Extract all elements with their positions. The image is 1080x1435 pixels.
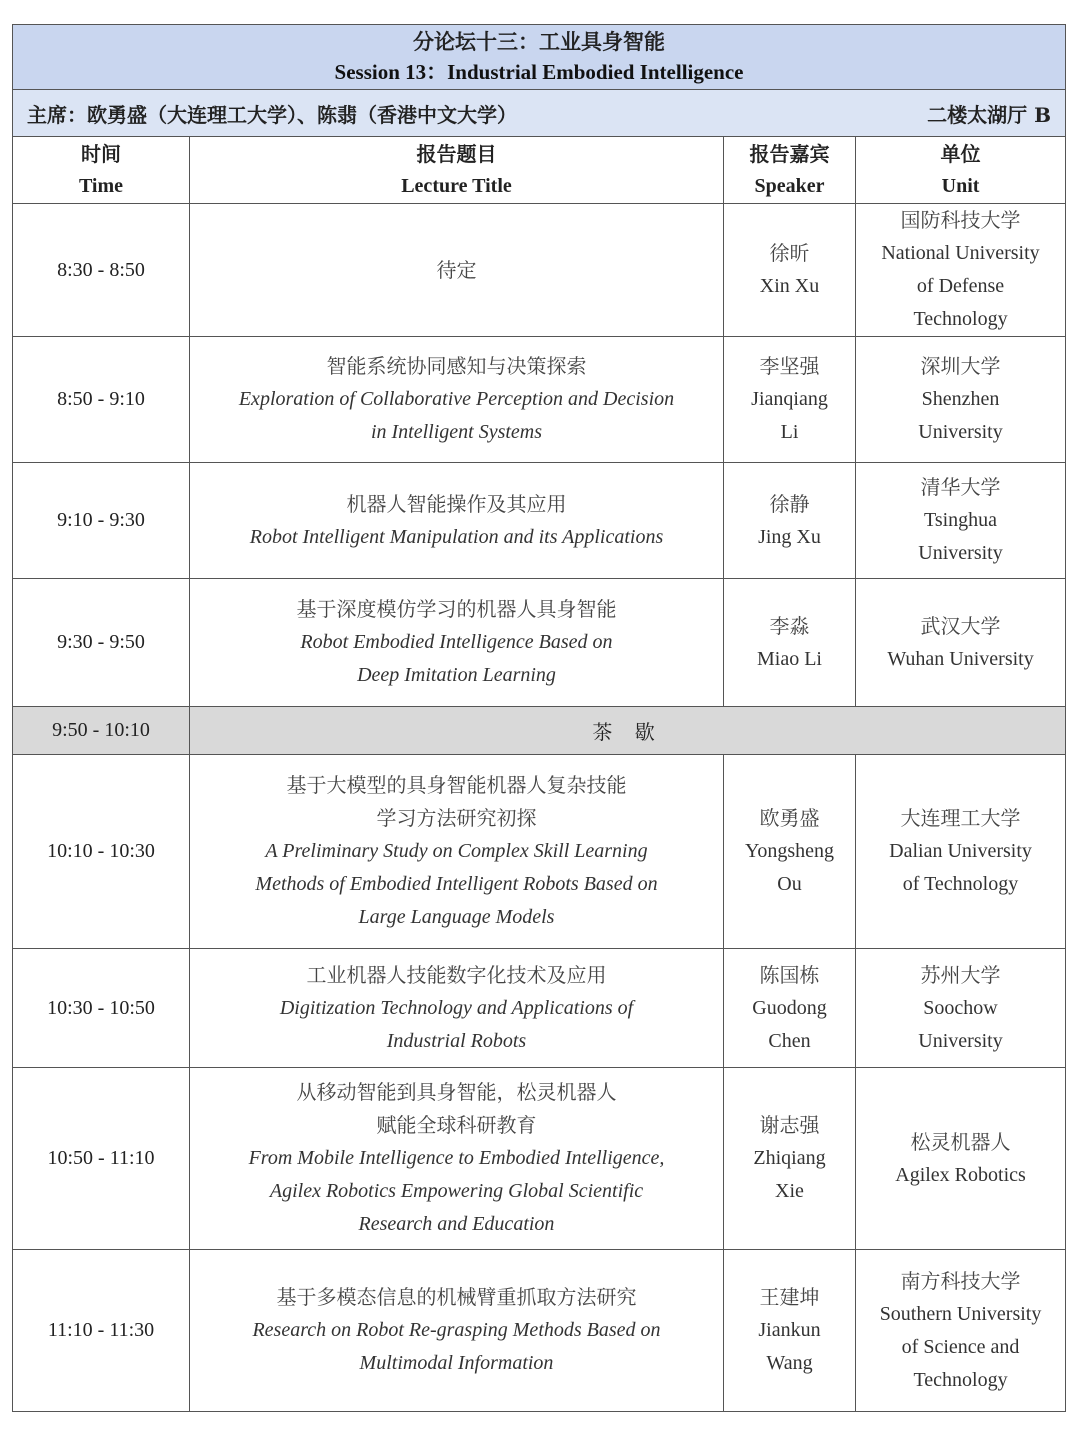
tea-break-time: 9:50 - 10:10 — [52, 719, 150, 741]
time-slot: 9:10 - 9:30 — [57, 509, 145, 531]
unit-name-zh: 武汉大学 — [920, 613, 1001, 638]
unit-cell — [856, 1068, 1066, 1250]
time-slot: 10:50 - 11:10 — [47, 1147, 155, 1169]
unit-name-en: Technology — [913, 1368, 1008, 1391]
speaker-cell — [724, 755, 856, 949]
lecture-title-en: Methods of Embodied Intelligent Robots Based on — [255, 873, 658, 895]
schedule-row — [13, 1068, 1066, 1250]
unit-name-zh: 大连理工大学 — [900, 806, 1021, 830]
session-title-zh: 分论坛十三：工业具身智能 — [413, 29, 666, 54]
session-chair-row — [13, 90, 1066, 137]
unit-cell — [856, 1250, 1066, 1412]
speaker-name-en: Jing Xu — [758, 525, 821, 548]
unit-name-zh: 苏州大学 — [920, 962, 1001, 987]
time-cell — [13, 337, 190, 463]
session-chair: 主席：欧勇盛（大连理工大学）、陈翡（香港中文大学） — [27, 102, 517, 127]
unit-name-en: Agilex Robotics — [895, 1163, 1026, 1186]
speaker-name-en: Yongsheng — [744, 840, 835, 862]
unit-cell — [856, 463, 1066, 579]
lecture-title-zh: 基于大模型的具身智能机器人复杂技能 — [286, 773, 627, 797]
header-time-en: Time — [78, 175, 124, 197]
unit-name-en: University — [918, 421, 1003, 443]
unit-name-en: Southern University — [879, 1302, 1042, 1325]
time-slot: 8:30 - 8:50 — [57, 258, 145, 281]
speaker-cell — [724, 1068, 856, 1250]
unit-name-en: Tsinghua — [924, 509, 998, 531]
unit-cell — [856, 337, 1066, 463]
header-speaker-zh: 报告嘉宾 — [749, 142, 830, 166]
unit-name-en: of Technology — [902, 873, 1019, 895]
speaker-name-en: Jiankun — [758, 1319, 821, 1341]
speaker-name-en: Jianqiang — [751, 388, 828, 410]
unit-cell — [856, 755, 1066, 949]
speaker-name-en: Xin Xu — [759, 275, 820, 297]
unit-name-en: Dalian University — [889, 840, 1032, 862]
speaker-name-en: Wang — [766, 1352, 813, 1374]
header-speaker-en: Speaker — [754, 175, 825, 197]
lecture-title-en: Robot Intelligent Manipulation and its Applications — [249, 525, 664, 548]
lecture-title-en: Deep Imitation Learning — [357, 664, 556, 686]
speaker-cell — [724, 337, 856, 463]
speaker-name-zh: 陈国栋 — [759, 962, 820, 987]
lecture-title-zh: 机器人智能操作及其应用 — [346, 491, 567, 516]
lecture-title-en: in Intelligent Systems — [370, 421, 543, 443]
header-time — [13, 137, 190, 204]
speaker-cell — [724, 579, 856, 707]
schedule-row — [13, 755, 1066, 949]
speaker-name-en: Miao Li — [757, 647, 822, 670]
time-slot: 11:10 - 11:30 — [47, 1319, 155, 1341]
unit-name-en: of Science and — [901, 1335, 1020, 1358]
tea-break-label-cell — [190, 707, 1066, 755]
lecture-title-cell — [190, 1250, 724, 1412]
session-chair-cell — [13, 90, 1066, 137]
speaker-name-zh: 谢志强 — [759, 1113, 820, 1137]
header-unit-zh: 单位 — [940, 142, 981, 166]
speaker-name-zh: 欧勇盛 — [759, 806, 820, 830]
speaker-name-en: Zhiqiang — [753, 1147, 826, 1169]
time-cell — [13, 949, 190, 1068]
unit-name-zh: 深圳大学 — [920, 354, 1001, 378]
unit-cell — [856, 949, 1066, 1068]
lecture-title-en: A Preliminary Study on Complex Skill Learning — [265, 840, 648, 862]
schedule-row — [13, 204, 1066, 337]
session-title-cell — [13, 25, 1066, 90]
lecture-title-cell — [190, 755, 724, 949]
speaker-cell — [724, 949, 856, 1068]
speaker-name-en: Guodong — [752, 996, 827, 1019]
unit-name-en: Technology — [913, 308, 1008, 330]
header-time-zh: 时间 — [81, 142, 121, 166]
unit-name-zh: 南方科技大学 — [900, 1268, 1021, 1293]
speaker-cell — [724, 204, 856, 337]
schedule-row — [13, 949, 1066, 1068]
lecture-title-zh: 智能系统协同感知与决策探索 — [326, 354, 587, 378]
speaker-name-en: Chen — [768, 1029, 811, 1052]
time-cell — [13, 1068, 190, 1250]
lecture-title-en: Multimodal Information — [359, 1352, 554, 1374]
time-cell — [13, 755, 190, 949]
schedule-row — [13, 1250, 1066, 1412]
time-slot: 10:10 - 10:30 — [47, 840, 155, 862]
lecture-title-cell — [190, 949, 724, 1068]
unit-name-en: University — [918, 542, 1003, 564]
header-unit — [856, 137, 1066, 204]
session-title-row — [13, 25, 1066, 90]
unit-name-zh: 国防科技大学 — [900, 208, 1021, 232]
speaker-name-en: Li — [780, 421, 799, 443]
tea-break-row — [13, 707, 1066, 755]
time-slot: 10:30 - 10:50 — [47, 996, 155, 1019]
time-cell — [13, 463, 190, 579]
lecture-title-en: From Mobile Intelligence to Embodied Intelligence, — [248, 1147, 665, 1169]
schedule-row — [13, 463, 1066, 579]
speaker-name-zh: 王建坤 — [759, 1285, 820, 1309]
header-title-zh: 报告题目 — [416, 142, 497, 166]
speaker-cell — [724, 1250, 856, 1412]
speaker-cell — [724, 463, 856, 579]
tea-break-label: 茶 歇 — [592, 720, 663, 744]
unit-name-zh: 清华大学 — [920, 475, 1001, 499]
lecture-title-zh: 从移动智能到具身智能，松灵机器人 — [296, 1080, 617, 1104]
lecture-title-cell — [190, 337, 724, 463]
time-cell — [13, 579, 190, 707]
unit-name-zh: 松灵机器人 — [910, 1129, 1011, 1154]
time-cell — [13, 1250, 190, 1412]
tea-break-time-cell — [13, 707, 190, 755]
schedule-row — [13, 579, 1066, 707]
lecture-title-zh: 工业机器人技能数字化技术及应用 — [306, 962, 607, 987]
unit-cell — [856, 579, 1066, 707]
speaker-name-en: Xie — [775, 1180, 804, 1202]
header-speaker — [724, 137, 856, 204]
speaker-name-zh: 徐昕 — [769, 241, 810, 265]
unit-name-en: National University — [881, 242, 1040, 264]
lecture-title-zh: 待定 — [436, 257, 477, 282]
lecture-title-en: Digitization Technology and Applications of — [279, 996, 634, 1019]
lecture-title-en: Exploration of Collaborative Perception and Decision — [238, 388, 675, 410]
lecture-title-cell — [190, 1068, 724, 1250]
speaker-name-zh: 李淼 — [769, 613, 810, 638]
lecture-title-en: Robot Embodied Intelligence Based on — [300, 631, 613, 653]
unit-name-en: of Defense — [916, 275, 1005, 297]
lecture-title-en: Research on Robot Re-grasping Methods Based on — [252, 1319, 661, 1341]
unit-cell — [856, 204, 1066, 337]
unit-name-en: Wuhan University — [887, 647, 1034, 670]
lecture-title-en: Large Language Models — [358, 906, 555, 928]
lecture-title-cell — [190, 204, 724, 337]
session-schedule-table — [12, 24, 1066, 1412]
lecture-title-zh: 基于深度模仿学习的机器人具身智能 — [296, 597, 617, 621]
lecture-title-zh: 基于多模态信息的机械臂重抓取方法研究 — [276, 1285, 637, 1309]
header-title — [190, 137, 724, 204]
lecture-title-cell — [190, 463, 724, 579]
speaker-name-zh: 徐静 — [769, 491, 810, 516]
header-title-en: Lecture Title — [401, 175, 512, 197]
time-slot: 9:30 - 9:50 — [57, 631, 145, 653]
lecture-title-en: Industrial Robots — [386, 1029, 527, 1052]
speaker-name-en: Ou — [777, 873, 802, 895]
header-unit-en: Unit — [941, 175, 980, 197]
speaker-name-zh: 李坚强 — [759, 354, 820, 378]
session-room: 二楼太湖厅 B — [927, 102, 1052, 127]
unit-name-en: Soochow — [923, 996, 998, 1019]
unit-name-en: Shenzhen — [921, 388, 1000, 410]
session-title-en: Session 13：Industrial Embodied Intelligence — [334, 60, 744, 84]
time-slot: 8:50 - 9:10 — [57, 388, 145, 410]
lecture-title-en: Research and Education — [358, 1213, 555, 1235]
lecture-title-zh: 学习方法研究初探 — [376, 806, 537, 830]
lecture-title-cell — [190, 579, 724, 707]
schedule-row — [13, 337, 1066, 463]
lecture-title-zh: 赋能全球科研教育 — [376, 1113, 537, 1137]
column-header-row — [13, 137, 1066, 204]
lecture-title-en: Agilex Robotics Empowering Global Scientific — [269, 1180, 644, 1202]
unit-name-en: University — [918, 1029, 1003, 1052]
time-cell — [13, 204, 190, 337]
